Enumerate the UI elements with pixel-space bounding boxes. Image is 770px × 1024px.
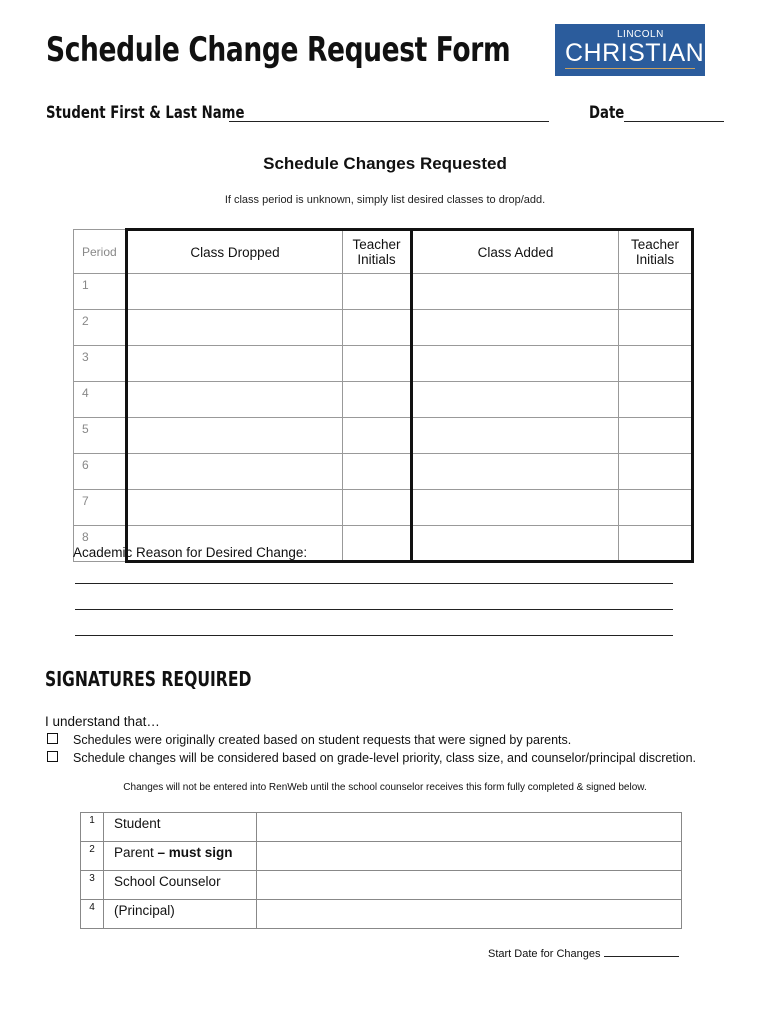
acknowledge-checkbox-1[interactable] <box>47 733 58 744</box>
class-dropped-cell[interactable] <box>127 418 343 454</box>
signature-role-label: Student <box>114 816 161 831</box>
signature-role <box>104 871 257 900</box>
teacher-initials-cell-2[interactable] <box>619 526 693 562</box>
signature-row-number: 1 <box>81 813 104 842</box>
class-added-cell[interactable] <box>412 454 619 490</box>
class-dropped-cell[interactable] <box>127 490 343 526</box>
date-label: Date <box>589 103 625 123</box>
signature-row-number: 4 <box>81 900 104 929</box>
logo-text-small: LINCOLN <box>617 29 664 40</box>
signature-role <box>104 813 257 842</box>
teacher-initials-cell-2[interactable] <box>619 454 693 490</box>
signature-row <box>81 871 682 900</box>
signature-role-label: (Principal) <box>114 903 175 918</box>
teacher-initials-cell-2[interactable] <box>619 418 693 454</box>
reason-line-2[interactable] <box>75 609 673 610</box>
reason-line-3[interactable] <box>75 635 673 636</box>
signature-row <box>81 813 682 842</box>
period-rows <box>74 274 693 562</box>
signature-row-number: 2 <box>81 842 104 871</box>
teacher-initials-cell-2[interactable] <box>619 346 693 382</box>
student-name-label: Student First & Last Name <box>46 103 245 123</box>
teacher-initials-cell-2[interactable] <box>619 490 693 526</box>
reason-label: Academic Reason for Desired Change: <box>73 545 308 560</box>
teacher-initials-cell-1[interactable] <box>343 310 412 346</box>
teacher-initials-cell-2[interactable] <box>619 310 693 346</box>
period-number: 8 <box>74 526 127 562</box>
teacher-label-1a: Teacher <box>352 237 401 252</box>
class-dropped-label: Class Dropped <box>190 244 280 260</box>
signature-field[interactable] <box>257 900 682 929</box>
acknowledge-item-2: Schedule changes will be considered based on grade-level priority, class size, and counselor/principal discretion. <box>73 751 697 765</box>
student-name-field[interactable] <box>229 121 549 122</box>
signature-row-number: 3 <box>81 871 104 900</box>
signature-field[interactable] <box>257 871 682 900</box>
renweb-note: Changes will not be entered into RenWeb until the school counselor receives this form fully completed & signed below. <box>123 782 647 793</box>
understand-intro: I understand that… <box>45 714 160 729</box>
table-row <box>74 418 693 454</box>
class-dropped-header <box>127 230 343 274</box>
logo-rule <box>565 68 695 69</box>
period-number: 4 <box>74 382 127 418</box>
table-row <box>74 454 693 490</box>
schedule-changes-table <box>73 228 694 563</box>
class-added-cell[interactable] <box>412 526 619 562</box>
table-row <box>74 310 693 346</box>
class-added-cell[interactable] <box>412 274 619 310</box>
signature-table <box>80 812 682 929</box>
start-date-label <box>488 947 679 960</box>
teacher-label-2b: Initials <box>635 252 675 267</box>
signature-row <box>81 900 682 929</box>
start-date-text: Start Date for Changes <box>488 948 601 960</box>
changes-note: If class period is unknown, simply list desired classes to drop/add. <box>224 194 546 206</box>
signature-row <box>81 842 682 871</box>
signature-role <box>104 842 257 871</box>
class-added-cell[interactable] <box>412 490 619 526</box>
period-number: 5 <box>74 418 127 454</box>
class-added-cell[interactable] <box>412 382 619 418</box>
class-added-cell[interactable] <box>412 310 619 346</box>
teacher-initials-cell-1[interactable] <box>343 382 412 418</box>
form-title: Schedule Change Request Form <box>46 30 511 70</box>
acknowledge-item-1: Schedules were originally created based on student requests that were signed by parents. <box>73 733 572 747</box>
class-dropped-cell[interactable] <box>127 382 343 418</box>
signature-field[interactable] <box>257 842 682 871</box>
class-added-header <box>412 230 619 274</box>
teacher-initials-cell-2[interactable] <box>619 382 693 418</box>
changes-heading: Schedule Changes Requested <box>263 154 507 173</box>
teacher-initials-cell-1[interactable] <box>343 526 412 562</box>
class-added-cell[interactable] <box>412 418 619 454</box>
teacher-label-1b: Initials <box>357 252 396 267</box>
class-dropped-cell[interactable] <box>127 346 343 382</box>
table-row <box>74 346 693 382</box>
period-number: 3 <box>74 346 127 382</box>
acknowledge-checkbox-2[interactable] <box>47 751 58 762</box>
signature-role <box>104 900 257 929</box>
school-logo <box>555 24 705 76</box>
reason-line-1[interactable] <box>75 583 673 584</box>
logo-text-big: CHRISTIAN <box>565 39 705 67</box>
teacher-initials-header-2 <box>619 230 693 274</box>
teacher-initials-cell-1[interactable] <box>343 454 412 490</box>
class-added-cell[interactable] <box>412 346 619 382</box>
teacher-initials-cell-1[interactable] <box>343 274 412 310</box>
teacher-initials-cell-1[interactable] <box>343 490 412 526</box>
class-dropped-cell[interactable] <box>127 274 343 310</box>
teacher-initials-header-1 <box>343 230 412 274</box>
signature-role-label: School Counselor <box>114 874 221 889</box>
period-number: 2 <box>74 310 127 346</box>
table-row <box>74 382 693 418</box>
table-row <box>74 274 693 310</box>
teacher-initials-cell-1[interactable] <box>343 418 412 454</box>
period-number: 6 <box>74 454 127 490</box>
teacher-initials-cell-1[interactable] <box>343 346 412 382</box>
period-number: 1 <box>74 274 127 310</box>
class-dropped-cell[interactable] <box>127 310 343 346</box>
teacher-initials-cell-2[interactable] <box>619 274 693 310</box>
table-header-row <box>74 230 693 274</box>
class-dropped-cell[interactable] <box>127 454 343 490</box>
signature-role-label: Parent <box>114 845 158 860</box>
signatures-heading: SIGNATURES REQUIRED <box>45 667 252 691</box>
date-field[interactable] <box>624 121 724 122</box>
signature-field[interactable] <box>257 813 682 842</box>
period-number: 7 <box>74 490 127 526</box>
start-date-field[interactable] <box>604 947 679 957</box>
period-header: Period <box>74 230 127 274</box>
signature-role-emphasis: – must sign <box>157 845 233 860</box>
teacher-label-2a: Teacher <box>630 237 680 252</box>
class-added-label: Class Added <box>477 244 554 260</box>
table-row <box>74 490 693 526</box>
signature-rows <box>81 813 682 929</box>
